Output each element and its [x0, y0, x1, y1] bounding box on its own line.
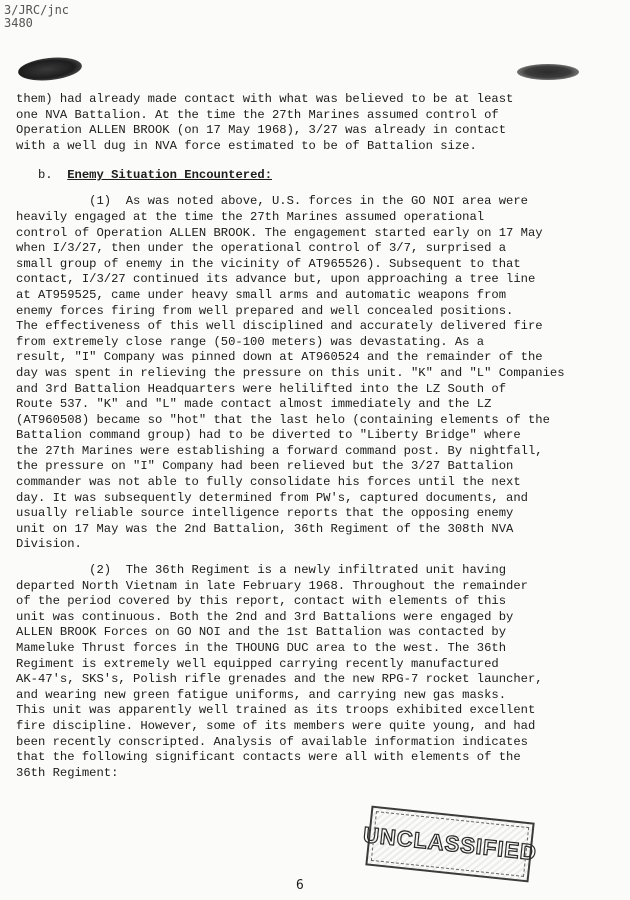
text-line: that the following significant contacts were all with elements of the — [16, 750, 521, 765]
text-line: Operation ALLEN BROOK (on 17 May 1968), 3/27 was already in contact — [16, 123, 507, 138]
ink-blot-left — [17, 55, 83, 84]
text-line: with a well dug in NVA force estimated to be of Battalion size. — [16, 138, 477, 153]
text-line: Regiment is extremely well equipped carrying recently manufactured — [16, 656, 499, 671]
text-line: from extremely close range (50-100 meters) was devastating. As a — [16, 334, 485, 349]
text-line: of the period covered by this report, contact with elements of this — [16, 594, 507, 609]
text-line: (2) The 36th Regiment is a newly infiltrated unit having — [16, 563, 507, 578]
text-line: commander was not able to fully consolidate his forces until the next — [16, 475, 521, 490]
section-heading-text: Enemy Situation Encountered: — [67, 168, 273, 183]
text-line: fire discipline. However, some of its members were quite young, and had — [16, 718, 536, 733]
text-line: The effectiveness of this well disciplined and accurately delivered fire — [16, 319, 543, 334]
text-line: Mameluke Thrust forces in the THOUNG DUC area to the west. The 36th — [16, 641, 507, 655]
text-line: when I/3/27, then under the operational control of 3/7, surprised a — [16, 241, 507, 256]
text-line: This unit was apparently well trained as its troops exhibited excellent — [16, 703, 536, 718]
page-number: 6 — [296, 878, 304, 893]
section-heading — [16, 168, 616, 186]
text-line: usually reliable source intelligence reports that the opposing enemy — [16, 506, 514, 521]
text-line: enemy forces firing from well prepared and well concealed positions. — [16, 303, 514, 318]
text-line: control of Operation ALLEN BROOK. The engagement started early on 17 May — [16, 225, 543, 240]
text-line: and wearing new green fatigue uniforms, and carrying new gas masks. — [16, 687, 507, 702]
text-line: unit was continuous. Both the 2nd and 3rd Battalions were engaged by — [16, 609, 514, 624]
unclassified-stamp — [361, 806, 539, 883]
stamp-text: UNCLASSIFIED — [361, 821, 539, 866]
text-line: day. It was subsequently determined from PW's, captured documents, and — [16, 490, 528, 505]
text-line: (AT960508) became so "hot" that the last helo (containing elements of the — [16, 412, 550, 427]
reference-code — [4, 4, 69, 30]
text-line: Route 537. "K" and "L" made contact almost immediately and the LZ — [16, 397, 492, 412]
text-line: ALLEN BROOK Forces on GO NOI and the 1st Battalion was contacted by — [16, 625, 507, 640]
text-line: unit on 17 May was the 2nd Battalion, 36th Regiment of the 308th NVA — [16, 521, 514, 536]
text-line: Division. — [16, 537, 82, 552]
text-line: at AT959525, came under heavy small arms and automatic weapons from — [16, 287, 507, 302]
text-line: 36th Regiment: — [16, 765, 119, 780]
text-line: result, "I" Company was pinned down at AT960524 and the remainder of the — [16, 350, 543, 365]
text-line: been recently conscripted. Analysis of available information indicates — [16, 734, 528, 749]
text-line: the 27th Marines were establishing a forward command post. By nightfall, — [16, 443, 543, 458]
text-line: small group of enemy in the vicinity of AT965526). Subsequent to that — [16, 256, 521, 271]
text-line: day was spent in relieving the pressure on this unit. "K" and "L" Companies — [16, 365, 565, 380]
reference-line-1: 3/JRC/jnc — [4, 3, 70, 17]
text-line: contact, I/3/27 continued its advance but, upon approaching a tree line — [16, 272, 536, 287]
section-letter: b. — [37, 168, 53, 183]
text-line: one NVA Battalion. At the time the 27th Marines assumed control of — [16, 107, 499, 122]
text-line: the pressure on "I" Company had been relieved but the 3/27 Battalion — [16, 459, 514, 474]
text-line: departed North Vietnam in late February 1968. Throughout the remainder — [16, 578, 528, 593]
ink-blot-right — [517, 64, 579, 80]
text-line: heavily engaged at the time the 27th Marines assumed operational — [16, 209, 485, 224]
body-text — [16, 92, 616, 781]
text-line: (1) As was noted above, U.S. forces in the GO NOI area were — [16, 194, 528, 209]
text-line: and 3rd Battalion Headquarters were helilifted into the LZ South of — [16, 381, 507, 396]
text-line: Battalion command group) had to be diverted to "Liberty Bridge" where — [16, 428, 521, 443]
text-line: AK-47's, SKS's, Polish rifle grenades and the new RPG-7 rocket launcher, — [16, 672, 543, 687]
text-line: them) had already made contact with what was believed to be at least — [16, 92, 514, 106]
reference-line-2: 3480 — [4, 16, 33, 30]
